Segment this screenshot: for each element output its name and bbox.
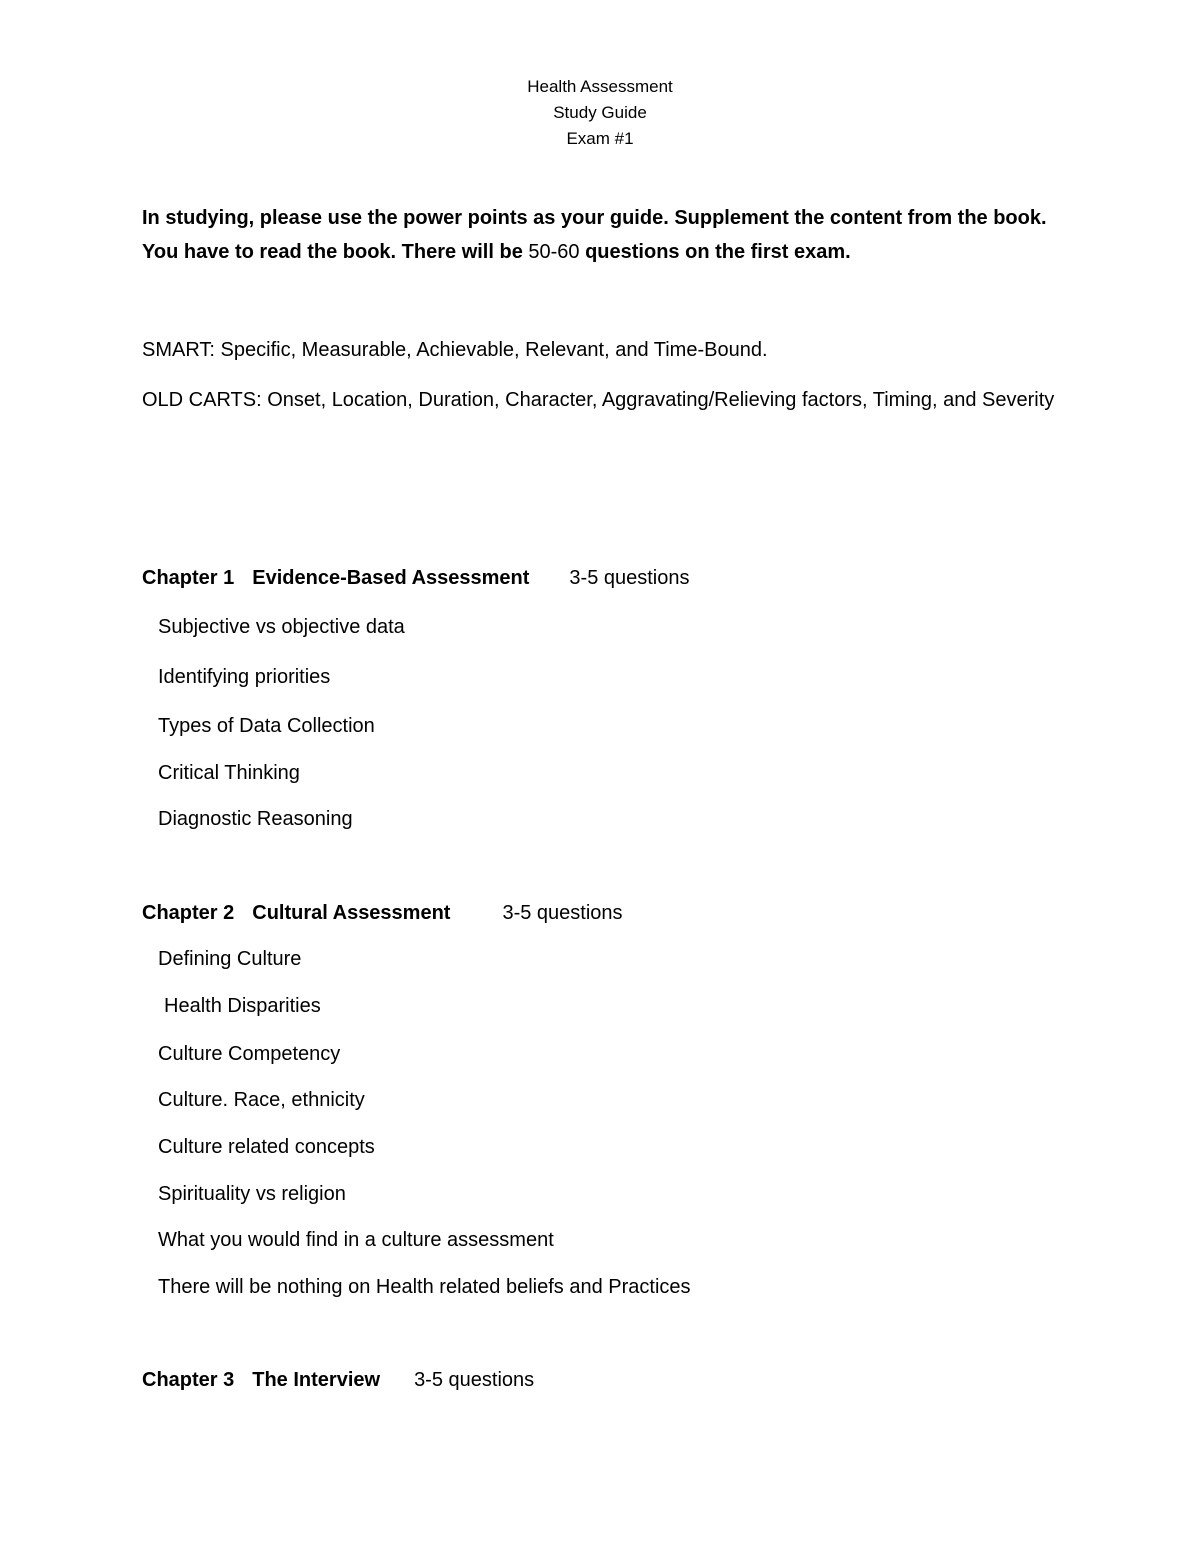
oldcarts-definition: OLD CARTS: Onset, Location, Duration, Character, Aggravating/Relieving factors, Timing, and Severity [142, 389, 1055, 411]
chapter-title: Cultural Assessment [252, 902, 451, 924]
chapter-number: Chapter 2 [142, 902, 235, 924]
chapter-title: Evidence-Based Assessment [252, 567, 530, 589]
chapter-question-count: 3-5 questions [569, 567, 690, 589]
intro-question-count: 50-60 [528, 241, 580, 263]
header-exam: Exam #1 [566, 129, 634, 148]
chapter-2-topic: Culture Competency [158, 1043, 341, 1065]
chapter-title: The Interview [252, 1369, 381, 1391]
chapter-question-count: 3-5 questions [414, 1369, 535, 1391]
chapter-2-topic: Culture. Race, ethnicity [158, 1089, 365, 1111]
chapter-2-topic: Culture related concepts [158, 1136, 375, 1158]
chapter-2-heading [142, 898, 623, 928]
intro-text-end: questions on the first exam. [579, 241, 851, 263]
chapter-2-topic: Spirituality vs religion [158, 1183, 346, 1205]
chapter-2-topic: Health Disparities [164, 995, 321, 1017]
chapter-2-topic: There will be nothing on Health related beliefs and Practices [158, 1276, 691, 1298]
chapter-1-heading [142, 563, 690, 593]
intro-text-start: In studying, please use the power points as your guide. Supplement the content from the book. You have to read the book. There will be [142, 207, 1047, 263]
chapter-2-topic: What you would find in a culture assessment [158, 1229, 554, 1251]
chapter-1-topic: Identifying priorities [158, 666, 331, 688]
chapter-1-topic: Diagnostic Reasoning [158, 808, 353, 830]
chapter-question-count: 3-5 questions [502, 902, 623, 924]
chapter-1-topic: Critical Thinking [158, 762, 300, 784]
header-subtitle: Study Guide [553, 103, 647, 122]
header-title: Health Assessment [527, 77, 673, 96]
chapter-number: Chapter 3 [142, 1369, 235, 1391]
intro-paragraph [142, 201, 1072, 269]
document-header [0, 74, 1200, 152]
chapter-1-topic: Subjective vs objective data [158, 616, 405, 638]
chapter-1-topic: Types of Data Collection [158, 715, 375, 737]
chapter-3-heading [142, 1365, 534, 1395]
chapter-number: Chapter 1 [142, 567, 235, 589]
chapter-2-topic: Defining Culture [158, 948, 302, 970]
smart-definition: SMART: Specific, Measurable, Achievable, Relevant, and Time-Bound. [142, 339, 768, 361]
